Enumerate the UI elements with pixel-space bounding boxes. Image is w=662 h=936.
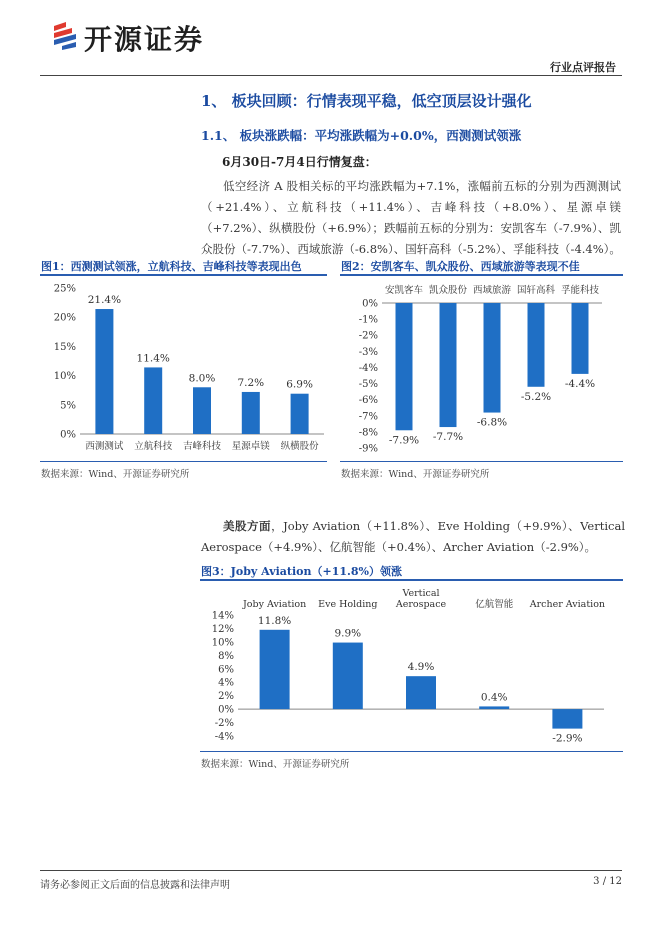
y-tick-label: 2%	[218, 691, 234, 703]
category-label: 吉峰科技	[182, 441, 222, 452]
y-tick-label: 0%	[60, 429, 76, 441]
figure3-chart	[200, 581, 623, 749]
bar	[528, 303, 545, 387]
subsection-heading: 1.1、 板块涨跌幅：平均涨跌幅为+0.0%，西测测试领涨	[201, 128, 522, 143]
category-label: 纵横股份	[280, 441, 319, 452]
logo-text: 开源证券	[84, 23, 205, 56]
data-label: 9.9%	[334, 627, 362, 640]
data-label: -6.8%	[476, 416, 508, 429]
figure2-title: 图2：安凯客车、凯众股份、西域旅游等表现不佳	[341, 260, 580, 273]
paragraph-us-stocks	[201, 516, 625, 558]
data-label: 21.4%	[87, 294, 122, 307]
y-tick-label: 0%	[218, 704, 234, 716]
y-tick-label: 14%	[211, 610, 234, 622]
category-label: 孚能科技	[560, 285, 600, 296]
y-tick-label: 20%	[53, 312, 76, 324]
y-tick-label: -7%	[358, 411, 378, 423]
category-label: 国轩高科	[516, 285, 556, 296]
y-tick-label: 6%	[218, 664, 234, 676]
y-tick-label: -1%	[358, 314, 378, 326]
bar	[144, 367, 162, 434]
logo-icon	[52, 22, 78, 50]
y-tick-label: -4%	[214, 731, 234, 743]
figure1-title: 图1：西测测试领涨，立航科技、吉峰科技等表现出色	[41, 260, 302, 273]
footer-disclaimer: 请务必参阅正文后面的信息披露和法律声明	[40, 880, 230, 891]
bar	[552, 709, 582, 728]
data-label: -4.4%	[564, 377, 596, 390]
bar	[260, 630, 290, 709]
data-label: 4.9%	[407, 661, 435, 674]
bar	[95, 309, 113, 434]
us-stocks-text: ，Joby Aviation（+11.8%）、Eve Holding（+9.9%）、Vertical Aerospace（+4.9%）、亿航智能（+0.4%）、Archer Aviation（-2.9%）。	[201, 519, 626, 554]
y-tick-label: -2%	[358, 330, 378, 342]
section-heading: 1、 板块回顾：行情表现平稳，低空顶层设计强化	[201, 92, 532, 110]
category-label: 立航科技	[134, 441, 173, 452]
document-type: 行业点评报告	[550, 61, 616, 74]
y-tick-label: 10%	[211, 637, 234, 649]
data-label: -2.9%	[552, 732, 583, 745]
y-tick-label: -4%	[358, 362, 378, 374]
figure2-chart	[340, 276, 623, 458]
category-label: 西测测试	[85, 441, 124, 452]
figure3-bottom-rule	[200, 751, 623, 752]
data-label: 11.8%	[257, 614, 292, 627]
figure3-source: 数据来源：Wind、开源证券研究所	[201, 759, 350, 770]
footer-divider	[40, 870, 622, 871]
data-label: 0.4%	[480, 691, 508, 704]
review-heading: 6月30日-7月4日行情复盘：	[222, 155, 377, 169]
data-label: 8.0%	[188, 372, 216, 385]
figure1-bottom-rule	[40, 461, 327, 462]
y-tick-label: 12%	[211, 623, 234, 635]
category-label: Eve Holding	[318, 599, 378, 610]
y-tick-label: 4%	[218, 677, 234, 689]
y-tick-label: -6%	[358, 395, 378, 407]
y-tick-label: -9%	[358, 443, 378, 455]
figure1-chart	[40, 276, 327, 458]
y-tick-label: -5%	[358, 379, 378, 391]
bar	[242, 392, 260, 434]
category-label: Archer Aviation	[529, 599, 606, 610]
data-label: 11.4%	[136, 352, 170, 365]
category-label: Joby Aviation	[242, 599, 307, 610]
figure1-source: 数据来源：Wind、开源证券研究所	[41, 469, 190, 480]
bar	[396, 303, 413, 430]
y-tick-label: 0%	[362, 298, 378, 310]
data-label: -7.7%	[432, 431, 464, 444]
category-label: 星源卓镁	[231, 441, 270, 452]
y-tick-label: -3%	[358, 346, 378, 358]
header-divider	[40, 75, 622, 76]
bar	[479, 706, 509, 709]
data-label: 6.9%	[286, 378, 313, 391]
figure2-bottom-rule	[340, 461, 623, 462]
category-label: 凯众股份	[428, 285, 468, 296]
category-label: 西域旅游	[472, 285, 512, 296]
bar	[333, 643, 363, 710]
bar	[193, 387, 211, 434]
bar	[440, 303, 457, 427]
data-label: -7.9%	[388, 434, 420, 447]
figure3-title: 图3：Joby Aviation（+11.8%）领涨	[201, 565, 402, 578]
category-label: Vertical	[402, 588, 440, 599]
paragraph-a-share: 低空经济 A 股相关标的平均涨跌幅为+7.1%，涨幅前五标的分别为西测测试（+21.4%）、立航科技（+11.4%）、吉峰科技（+8.0%）、星源卓镁（+7.2%）、纵横股份（+6.9%）；跌幅前五标的分别为：安凯客车（-7.9%）、凯众股份（-7.7%）、西域旅游（-6.8%）、国轩高科（-5.2%）、孚能科技（-4.4%）。	[201, 179, 621, 256]
y-tick-label: 8%	[218, 650, 234, 662]
data-label: -5.2%	[520, 390, 552, 403]
y-tick-label: -2%	[214, 718, 234, 730]
y-tick-label: 25%	[53, 283, 76, 295]
category-label: Aerospace	[395, 599, 447, 610]
bar	[572, 303, 589, 374]
bar	[406, 676, 436, 709]
bar	[484, 303, 501, 413]
category-label: 安凯客车	[384, 285, 424, 296]
figure2-source: 数据来源：Wind、开源证券研究所	[341, 469, 490, 480]
us-stocks-label: 美股方面	[223, 519, 272, 533]
category-label: 亿航智能	[475, 599, 514, 610]
y-tick-label: 15%	[53, 341, 76, 353]
y-tick-label: -8%	[358, 427, 378, 439]
page-number: 3 / 12	[593, 876, 622, 887]
y-tick-label: 10%	[53, 371, 76, 383]
y-tick-label: 5%	[60, 400, 76, 412]
data-label: 7.2%	[237, 376, 265, 389]
bar	[291, 394, 309, 434]
